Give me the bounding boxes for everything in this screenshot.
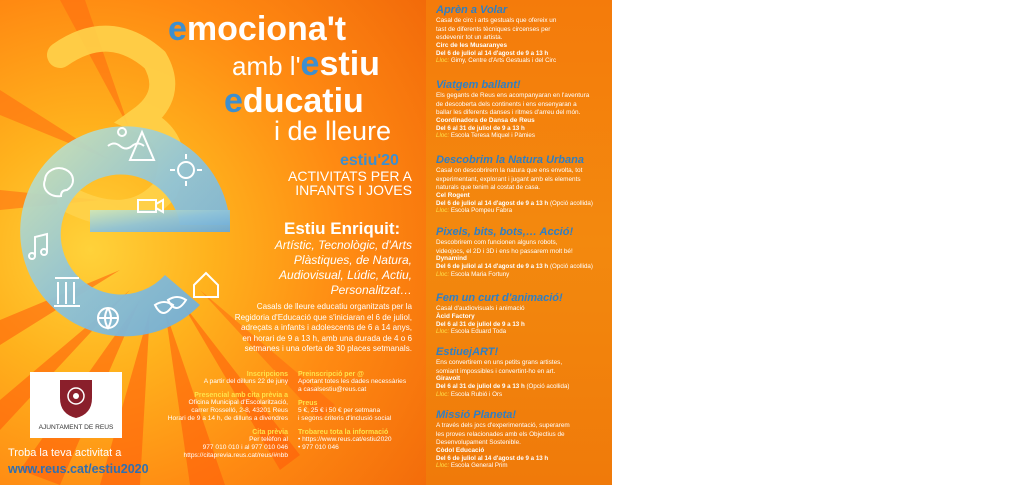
activity-date-option: (Opció acollida) — [526, 383, 570, 391]
activity-organizer: Coordinadora de Dansa de Reus — [436, 116, 535, 124]
location-label: Lloc: — [436, 132, 450, 140]
cita-link[interactable]: https://citaprevia.reus.cat/reus/#nbb — [183, 452, 288, 459]
activity-item — [436, 226, 606, 278]
headline-line-2 — [232, 47, 380, 81]
inscripcions-text: A partir del dilluns 22 de juny — [203, 378, 288, 385]
headline-line-4: i de lleure — [274, 116, 392, 146]
presencial-line: carrer Rosselló, 2-8, 43201 Reus — [191, 407, 288, 414]
activity-date — [436, 125, 606, 133]
headline-line-3-text: ducatiu — [242, 82, 364, 120]
location-label: Lloc: — [436, 390, 450, 398]
preinscripcio-heading: Preinscripció per @ — [298, 371, 364, 378]
headline-line-1-text: mociona't — [186, 10, 347, 48]
activity-item — [436, 154, 606, 215]
location-value: Escola Eduard Toda — [450, 328, 507, 336]
activity-title: Pixels, bits, bots,… Acció! — [436, 226, 574, 238]
footer-line: Troba la teva activitat a — [8, 447, 122, 459]
preus-heading: Preus — [298, 400, 318, 407]
activity-organizer: Dynamind — [436, 255, 467, 263]
location-value: Escola Rubió i Ors — [450, 390, 503, 398]
activity-location — [436, 271, 606, 279]
subtitle-line-2: INFANTS I JOVES — [295, 182, 412, 198]
activity-desc-line: ballar les diferents danses i ritmes d'arreu del món. — [436, 109, 581, 117]
trobareu-heading: Trobareu tota la informació — [298, 429, 389, 436]
activity-desc-line: naturals que tenim al costat de casa. — [436, 184, 541, 192]
location-value: Escola Pompeu Fabra — [450, 207, 513, 215]
enriquit-title: Estiu Enriquit: — [284, 219, 401, 238]
activity-desc-line: experimentant, explorant i jugant amb els elements — [436, 175, 581, 183]
preus-line: i segons criteris d'inclusió social — [298, 415, 392, 422]
left-panel — [0, 0, 426, 485]
activity-location — [436, 132, 606, 140]
location-label: Lloc: — [436, 462, 450, 470]
cita-heading: Cita prèvia — [252, 429, 288, 436]
activity-desc-line: Descobrirem com funcionen alguns robots, — [436, 239, 558, 246]
activity-title: EstiuejART! — [436, 346, 499, 358]
activity-date-text: Del 6 de juliol al 14 d'agost de 9 a 13 h — [436, 199, 549, 207]
activities-panel — [426, 0, 612, 485]
info-right — [298, 371, 406, 452]
description-line: en horari de 9 a 13 h, amb una durada de 4 o 6 — [242, 333, 412, 343]
location-value: Escola Teresa Miquel i Pàmies — [450, 132, 535, 140]
activity-date-text: Del 6 de juliol al 14 d'agost de 9 a 13 h — [436, 263, 549, 271]
footer-url-link[interactable]: www.reus.cat/estiu2020 — [8, 462, 149, 476]
activity-organizer: Còdol Educació — [436, 446, 485, 454]
activity-item — [436, 409, 606, 470]
location-value: Escola Maria Fortuny — [450, 270, 510, 278]
activity-desc-line: esdevenir tot un artista. — [436, 34, 503, 42]
cita-line: 977 010 010 i al 977 010 046 — [202, 444, 288, 451]
activity-organizer: Cel Rogent — [436, 191, 470, 199]
ajuntament-logo-box — [30, 372, 122, 438]
activity-desc-line: Casal on descobrirem la natura que ens envolta, tot — [436, 167, 583, 174]
headline-line-2-pre: amb l' — [232, 51, 301, 81]
activity-date — [436, 263, 606, 271]
cita-line: Per telèfon al — [249, 436, 288, 443]
activity-date — [436, 200, 606, 208]
description-line: Casals de lleure educatiu organitzats per la — [256, 302, 412, 311]
activity-date-text: Del 6 de juliol al 14 d'agost de 9 a 13 h — [436, 49, 549, 57]
activity-desc-line: Desenvolupament Sostenible. — [436, 439, 521, 447]
activity-location — [436, 391, 606, 399]
ajuntament-label: AJUNTAMENT DE REUS — [38, 424, 114, 431]
enriquit-line: Personalitzat… — [330, 283, 412, 297]
activity-date-text: Del 6 al 31 de juliol de 9 a 13 h — [436, 383, 525, 391]
activity-date — [436, 455, 606, 463]
activity-date — [436, 383, 606, 391]
subtitle-line-1: ACTIVITATS PER A — [288, 168, 412, 184]
activity-desc-line: les proves relacionades amb els Objectius de — [436, 430, 565, 438]
description-line: setmanes i una oferta de 30 places setmanals. — [244, 344, 412, 353]
activity-date-text: Del 6 al 31 de juliol de 9 a 13 h — [436, 124, 525, 132]
activity-desc-line: Els gegants de Reus ens acompanyaran en l'aventura — [436, 92, 590, 99]
description-line: Regidoria d'Educació que s'iniciaran el 6 de juliol, — [234, 312, 412, 322]
activity-desc-line: Casal d'audiovisuals i animació — [436, 305, 525, 312]
activity-desc-line: Casal de circ i arts gestuals que ofereix un — [436, 17, 557, 24]
activity-desc-line: somiant impossibles i convertint-ho en art. — [436, 367, 556, 375]
enriquit-line: Artístic, Tecnològic, d'Arts — [274, 238, 412, 252]
activity-item — [436, 346, 606, 398]
activity-date — [436, 321, 606, 329]
activity-date-option: (Opció acollida) — [549, 263, 593, 271]
location-label: Lloc: — [436, 57, 450, 65]
headline-line-2-text: stiu — [319, 45, 380, 83]
location-label: Lloc: — [436, 328, 450, 336]
location-label: Lloc: — [436, 207, 450, 215]
enriquit-line: Plàstiques, de Natura, — [293, 253, 412, 267]
preinscripcio-line: Aportant totes les dades necessàries — [298, 378, 407, 385]
edition-label: estiu'20 — [340, 152, 399, 169]
activity-organizer: Circ de les Musaranyes — [436, 41, 508, 49]
location-value: Gimy, Centre d'Arts Gestuals i del Circ — [450, 57, 557, 65]
activity-organizer: Àcid Factory — [436, 312, 475, 320]
activity-title: Viatgem ballant! — [436, 79, 521, 91]
headline-accent-e2: e — [300, 45, 320, 83]
headline-accent-e1: e — [168, 10, 187, 48]
program-description — [212, 302, 412, 355]
activity-desc-line: A través dels jocs d'experimentació, superarem — [436, 422, 570, 429]
activity-date-option: (Opció acollida) — [549, 199, 593, 207]
enriquit-line: Audiovisual, Lúdic, Actiu, — [279, 268, 412, 282]
headline-line-3 — [224, 84, 364, 118]
presencial-heading: Presencial amb cita prèvia a — [194, 392, 288, 399]
activity-title: Aprèn a Volar — [436, 4, 508, 16]
activity-item — [436, 4, 606, 65]
activity-desc-line: tast de diferents tècniques circenses per — [436, 25, 551, 33]
preus-line: 5 €, 25 € i 50 € per setmana — [298, 407, 381, 414]
location-label: Lloc: — [436, 270, 450, 278]
trobareu-link[interactable]: • https://www.reus.cat/estiu2020 — [298, 436, 392, 443]
info-left — [168, 371, 288, 460]
headline-accent-e3: e — [224, 82, 243, 120]
activity-date — [436, 50, 606, 58]
blank-area — [612, 0, 1024, 485]
location-value: Escola General Prim — [450, 462, 508, 470]
activity-title: Descobrim la Natura Urbana — [436, 154, 584, 166]
activity-location — [436, 207, 606, 215]
enriquit-list — [275, 238, 412, 298]
activity-desc-line: videojocs, el 2D i 3D i ens ho passarem molt bé! — [436, 247, 573, 255]
activity-date-text: Del 6 al 31 de juliol de 9 a 13 h — [436, 320, 525, 328]
trobareu-phone: • 977 010 046 — [298, 444, 339, 451]
description-line: adreçats a infants i adolescents de 6 a 14 anys, — [241, 323, 412, 332]
activity-date-text: Del 6 de juliol al 14 d'agost de 9 a 13 h — [436, 454, 549, 462]
reus-shield-icon — [30, 372, 122, 422]
presencial-line: Horari de 9 a 14 h, de dilluns a divendres — [167, 415, 288, 422]
circus-icon — [194, 273, 218, 297]
presencial-line: Oficina Municipal d'Escolarització, — [188, 399, 288, 406]
activity-organizer: Giravolt — [436, 375, 461, 383]
preinscripcio-email[interactable]: a casalsestiu@reus.cat — [298, 386, 367, 393]
inscripcions-heading: Inscripcions — [246, 371, 288, 378]
activity-item — [436, 292, 606, 336]
activity-item — [436, 79, 606, 140]
activity-desc-line: Ens convertirem en uns petits grans artistes, — [436, 359, 563, 366]
activity-desc-line: de descoberta dels continents i ens ensenyaran a — [436, 100, 577, 108]
activity-location — [436, 328, 606, 336]
activity-title: Missió Planeta! — [436, 409, 517, 421]
headline-line-1 — [168, 12, 346, 46]
activity-location — [436, 57, 606, 65]
activity-location — [436, 462, 606, 470]
activity-title: Fem un curt d'animació! — [436, 292, 563, 304]
